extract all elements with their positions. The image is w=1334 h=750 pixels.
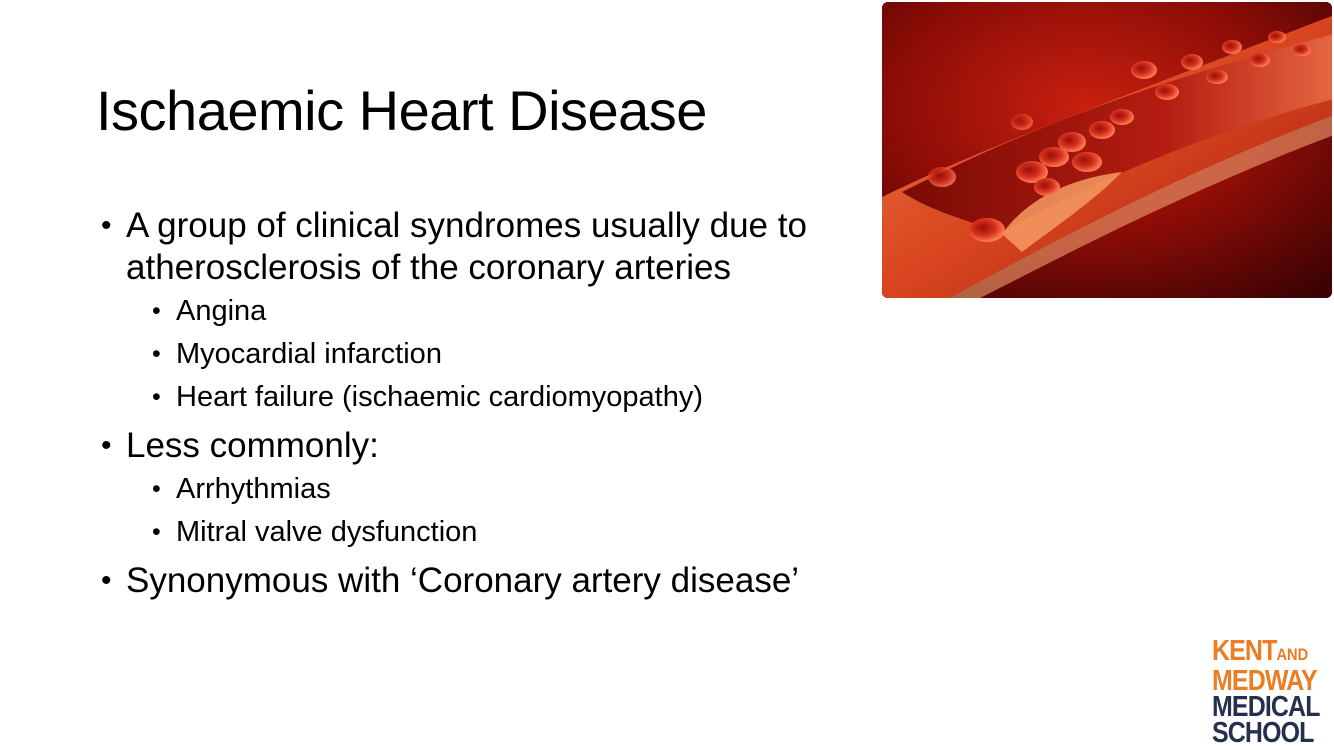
bullet-item [98,205,848,419]
bullet-marker: • [152,297,161,325]
bullet-text: A group of clinical syndromes usually due to atherosclerosis of the coronary arteries [126,206,807,287]
sub-bullet-text: Heart failure (ischaemic cardiomyopathy) [176,381,704,413]
bullet-marker: • [101,564,112,597]
bullet-text: Synonymous with ‘Coronary artery disease’ [126,561,800,600]
bullet-marker: • [152,518,161,546]
sub-bullet-item [126,468,848,511]
bullet-item [98,560,848,602]
sub-bullet-item [126,511,848,554]
bullet-marker: • [101,209,112,242]
sub-bullet-list [126,290,848,419]
bullet-marker: • [152,475,161,503]
bullet-marker: • [152,383,161,411]
kent-medway-medical-school-logo: KENTAND MEDWAY MEDICAL SCHOOL [1212,635,1320,749]
sub-bullet-item [126,333,848,376]
bullet-item [98,425,848,554]
sub-bullet-text: Arrhythmias [176,473,331,505]
sub-bullet-text: Angina [176,295,267,327]
sub-bullet-list [126,468,848,554]
sub-bullet-item [126,376,848,419]
sub-bullet-text: Mitral valve dysfunction [176,516,478,548]
sub-bullet-text: Myocardial infarction [176,338,442,370]
bullet-text: Less commonly: [126,426,379,465]
bullet-marker: • [101,429,112,462]
bullet-list [98,205,848,602]
sub-bullet-item [126,290,848,333]
bullet-marker: • [152,340,161,368]
artery-illustration [882,2,1332,298]
blood-vessel-image [882,2,1332,298]
slide-title: Ischaemic Heart Disease [96,79,707,142]
